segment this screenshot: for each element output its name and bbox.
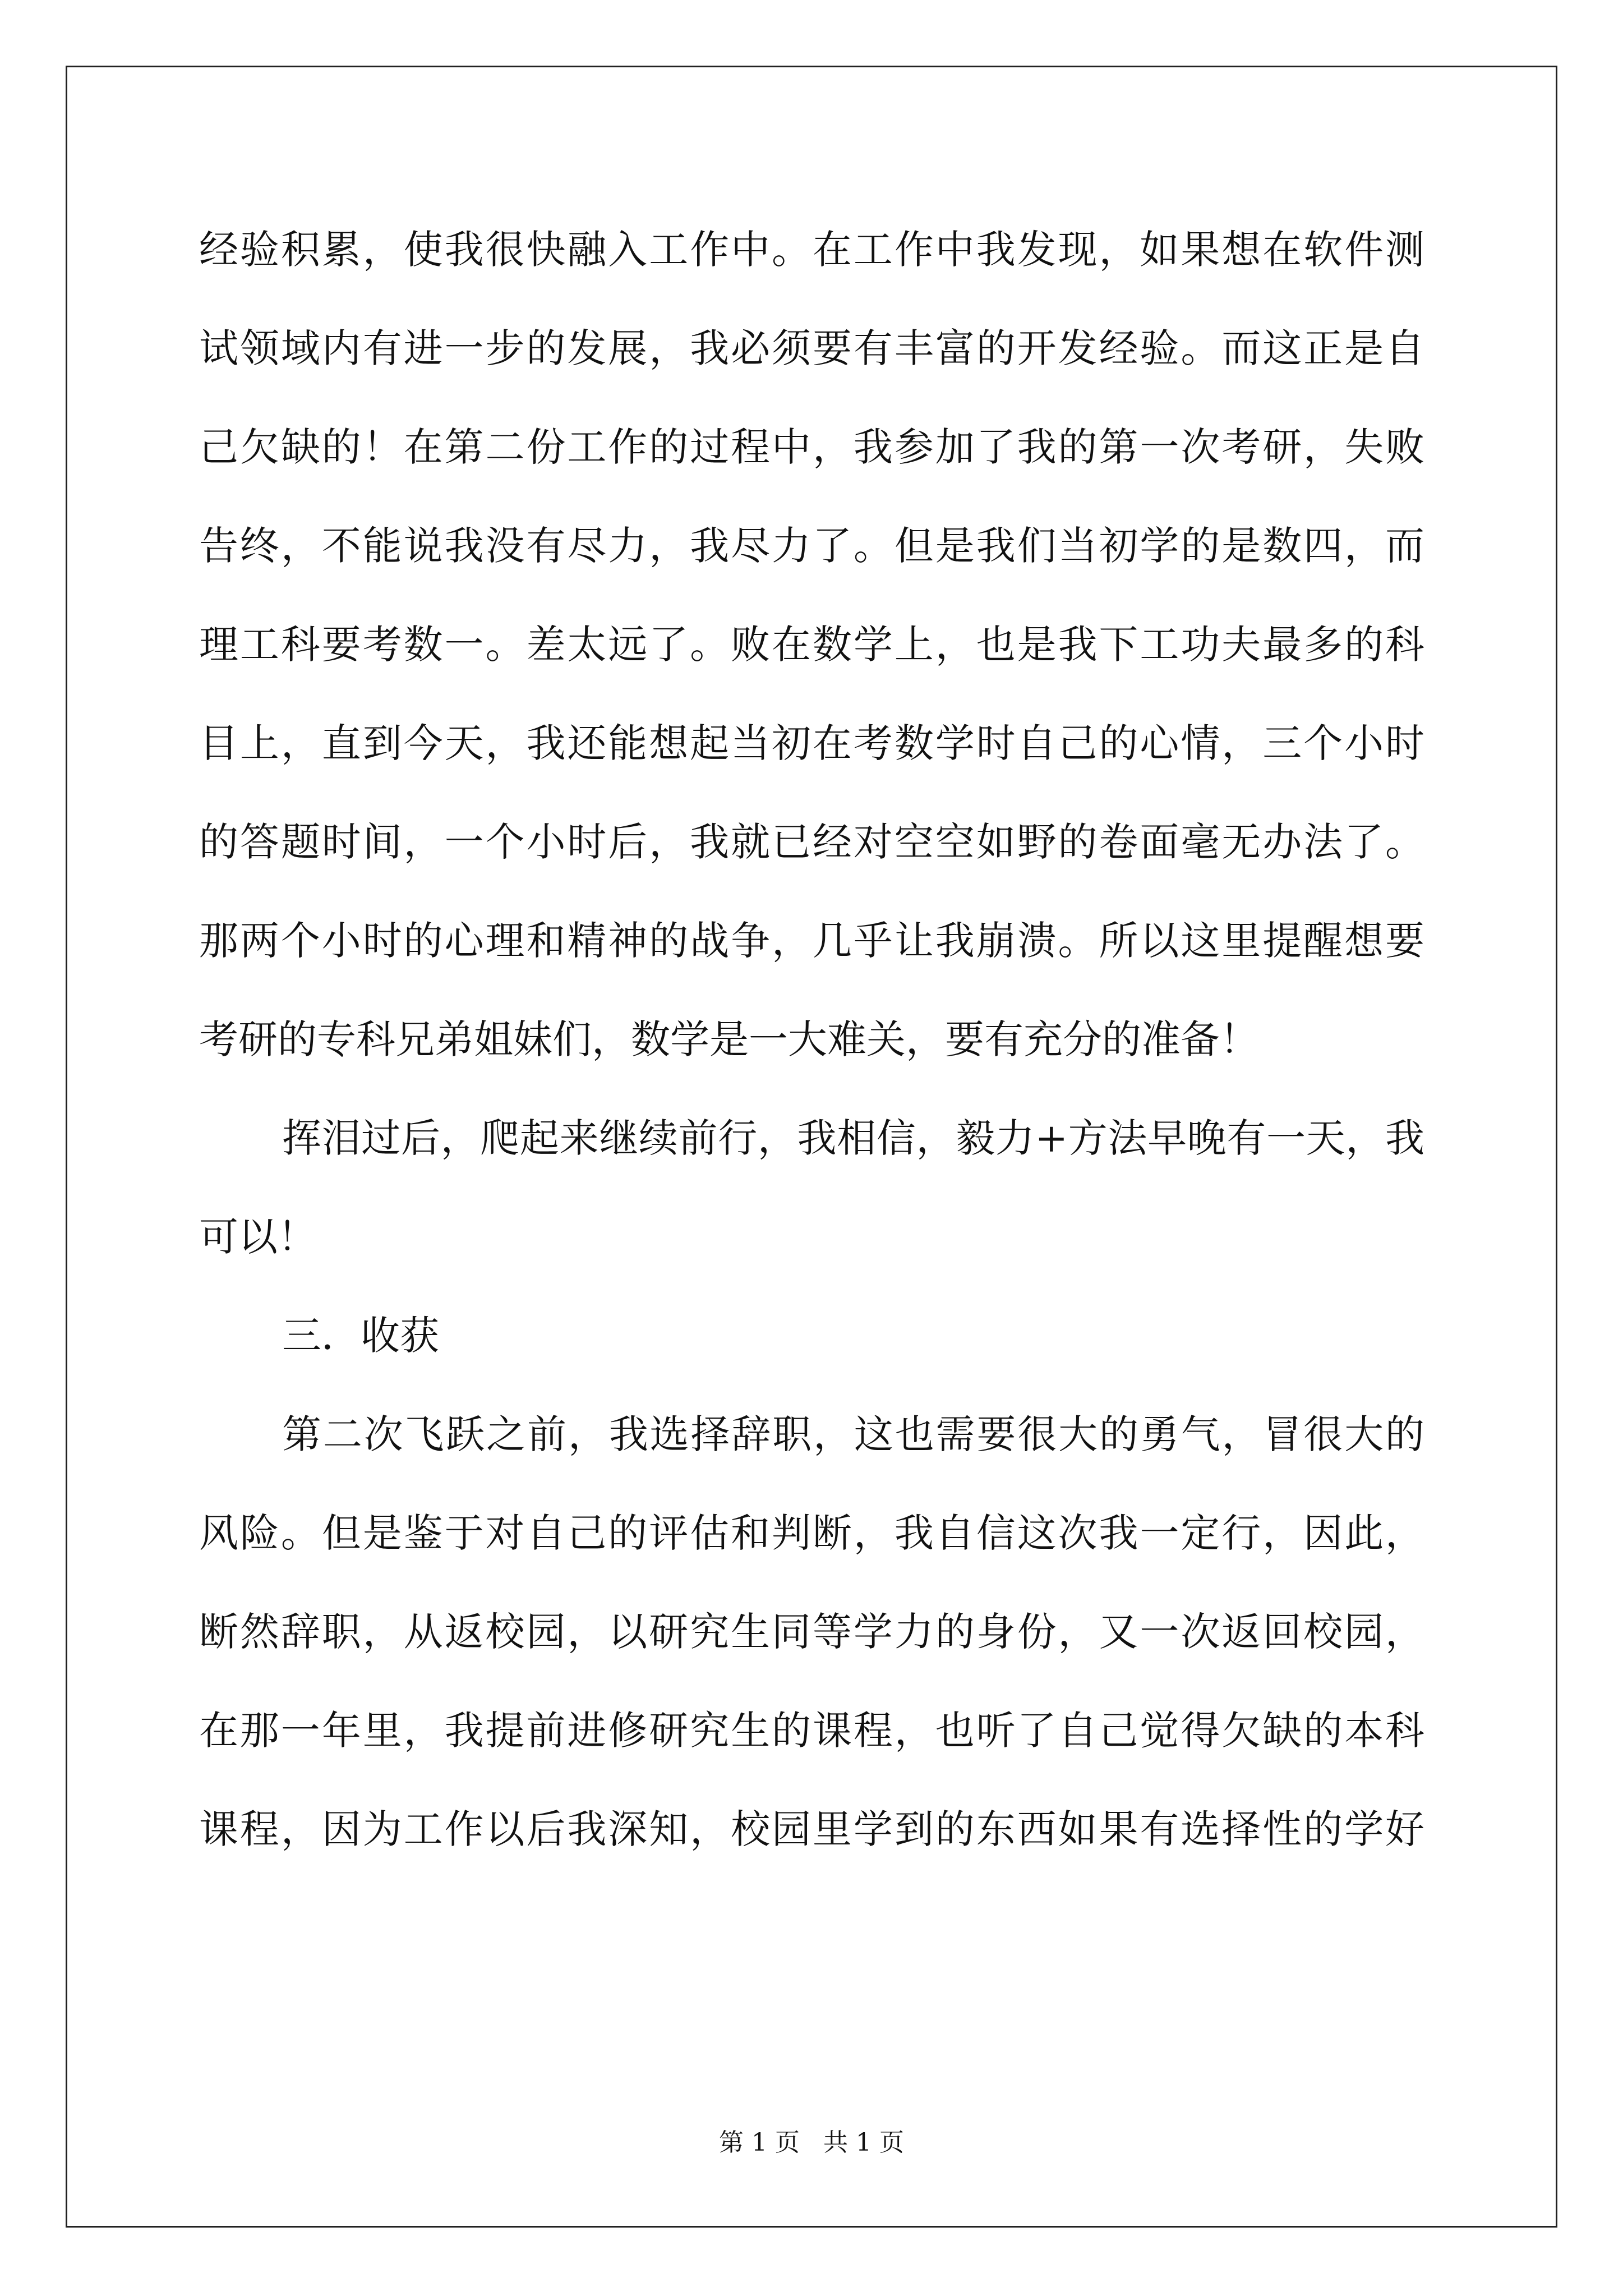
text-line: 断然辞职，从返校园，以研究生同等学力的身份，又一次返回校园， (199, 1609, 1424, 1655)
text-line: 经验积累，使我很快融入工作中。在工作中我发现，如果想在软件测 (199, 227, 1424, 273)
text-line: 在那一年里，我提前进修研究生的课程，也听了自己觉得欠缺的本科 (199, 1708, 1424, 1754)
text-line: 的答题时间，一个小时后，我就已经对空空如野的卷面毫无办法了。 (199, 819, 1424, 865)
text-line: 可以！ (199, 1214, 317, 1260)
text-line: 第二次飞跃之前，我选择辞职，这也需要很大的勇气，冒很大的 (282, 1411, 1424, 1457)
text-line: 考研的专科兄弟姐妹们，数学是一大难关，要有充分的准备！ (199, 1016, 1259, 1062)
text-line: 试领域内有进一步的发展，我必须要有丰富的开发经验。而这正是自 (199, 325, 1424, 371)
text-line: 目上，直到今天，我还能想起当初在考数学时自己的心情，三个小时 (199, 720, 1424, 766)
text-line: 己欠缺的！在第二份工作的过程中，我参加了我的第一次考研，失败 (199, 424, 1424, 470)
text-line: 告终，不能说我没有尽力，我尽力了。但是我们当初学的是数四，而 (199, 523, 1424, 569)
text-line: 那两个小时的心理和精神的战争，几乎让我崩溃。所以这里提醒想要 (199, 918, 1424, 964)
section-heading: 三．收获 (282, 1313, 439, 1359)
text-line: 风险。但是鉴于对自己的评估和判断，我自信这次我一定行，因此， (199, 1510, 1424, 1556)
document-body (199, 208, 1424, 1886)
text-line: 挥泪过后，爬起来继续前行，我相信，毅力+方法早晚有一天，我 (282, 1115, 1424, 1161)
page-footer: 第 1 页 共 1 页 (719, 2128, 904, 2157)
text-line: 课程，因为工作以后我深知，校园里学到的东西如果有选择性的学好 (199, 1806, 1424, 1852)
text-line: 理工科要考数一。差太远了。败在数学上，也是我下工功夫最多的科 (199, 622, 1424, 668)
